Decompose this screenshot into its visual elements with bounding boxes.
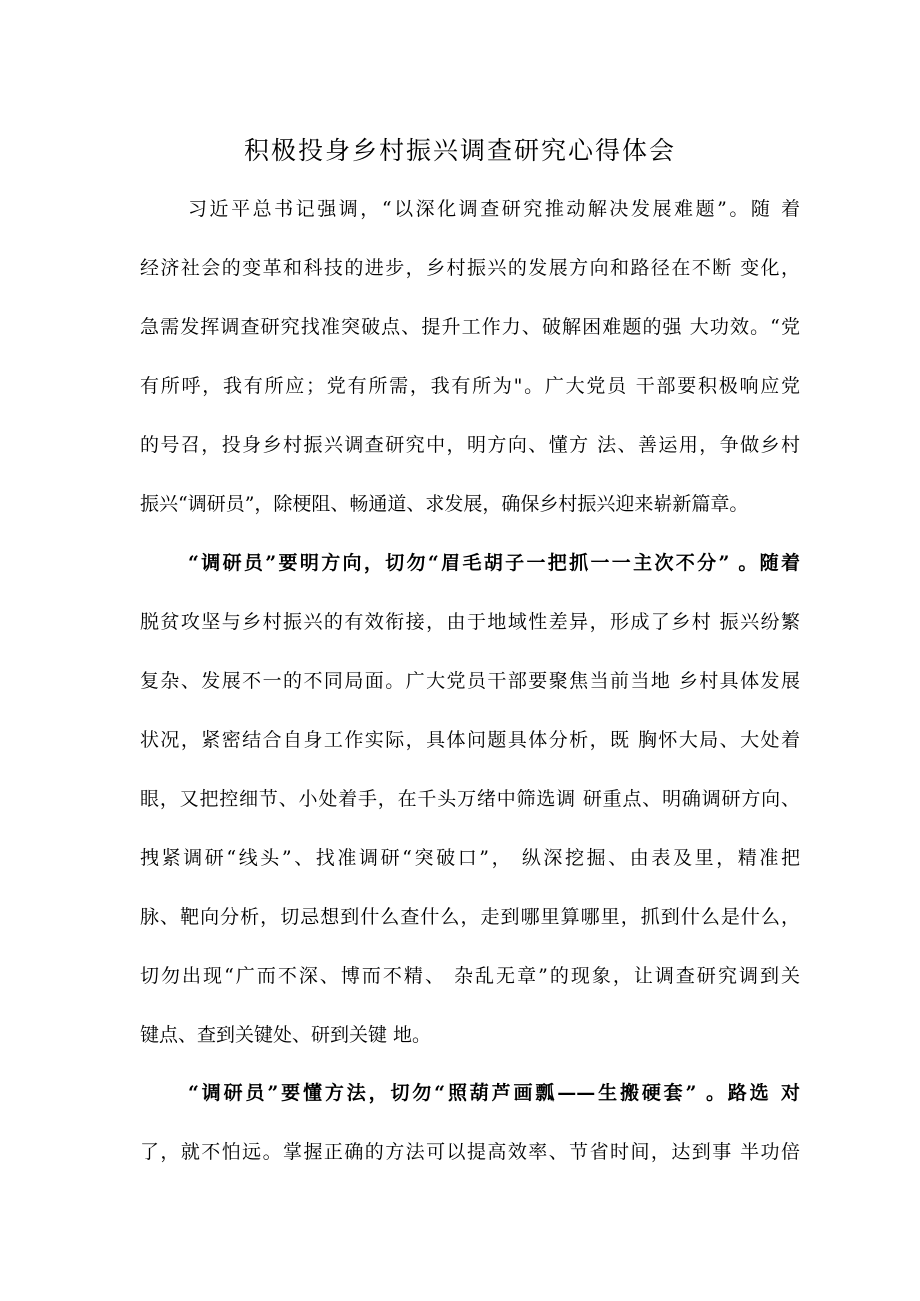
paragraph-line: 急需发挥调查研究找准突破点、提升工作力、破解困难题的强 大功效。“党 xyxy=(140,316,800,338)
section-heading-line xyxy=(188,550,800,576)
section-heading-line xyxy=(188,1080,800,1106)
paragraph-line: 拽紧调研“线头”、找准调研“突破口”， 纵深挖掘、由表及里，精准把 xyxy=(140,847,800,869)
section-heading-text: “调研员”要懂方法，切勿“照葫芦画瓢——生搬硬套” 。路选 对 xyxy=(188,1082,800,1104)
paragraph-line: 脱贫攻坚与乡村振兴的有效衔接，由于地域性差异，形成了乡村 振兴纷繁 xyxy=(140,611,800,633)
paragraph-line: 脉、靶向分析，切忌想到什么查什么，走到哪里算哪里，抓到什么是什么， xyxy=(140,906,800,928)
section-heading-text: “调研员”要明方向，切勿“眉毛胡子一把抓一一主次不分” 。随着 xyxy=(188,552,800,574)
paragraph-line: 经济社会的变革和科技的进步，乡村振兴的发展方向和路径在不断 变化， xyxy=(140,257,800,279)
paragraph-line: 了，就不怕远。掌握正确的方法可以提高效率、节省时间，达到事 半功倍 xyxy=(140,1141,800,1163)
paragraph-line: 习近平总书记强调，“以深化调查研究推动解决发展难题”。随 着 xyxy=(188,198,800,220)
paragraph-line: 振兴“调研员”，除梗阻、畅通道、求发展，确保乡村振兴迎来崭新篇章。 xyxy=(140,493,749,515)
paragraph-line: 状况，紧密结合自身工作实际，具体问题具体分析，既 胸怀大局、大处着 xyxy=(140,729,800,751)
document-title: 积极投身乡村振兴调查研究心得体会 xyxy=(243,136,676,165)
paragraph-line: 切勿出现“广而不深、博而不精、 杂乱无章”的现象，让调查研究调到关 xyxy=(140,965,800,987)
paragraph-line: 眼，又把控细节、小处着手，在千头万绪中筛选调 研重点、明确调研方向、 xyxy=(140,788,800,810)
paragraph-line: 的号召，投身乡村振兴调查研究中，明方向、懂方 法、善运用，争做乡村 xyxy=(140,434,800,456)
paragraph-line: 有所呼，我有所应；党有所需，我有所为"。广大党员 干部要积极响应党 xyxy=(140,375,800,397)
paragraph-line: 复杂、发展不一的不同局面。广大党员干部要聚焦当前当地 乡村具体发展 xyxy=(140,670,800,692)
paragraph-line: 键点、查到关键处、研到关键 地。 xyxy=(140,1024,432,1046)
